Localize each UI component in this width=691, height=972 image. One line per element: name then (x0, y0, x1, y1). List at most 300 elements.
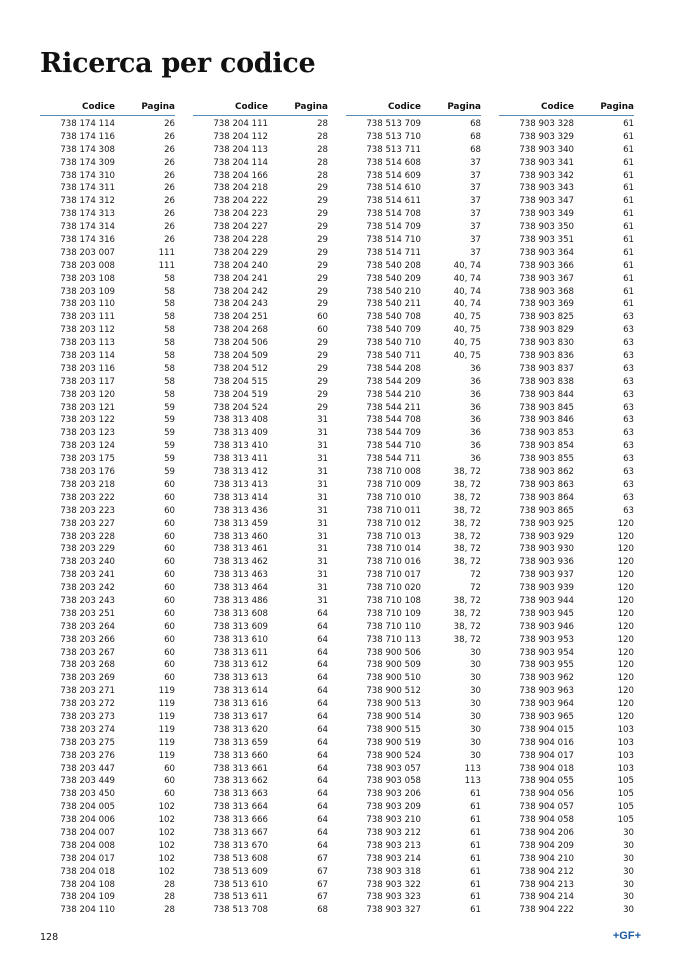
table-row (193, 904, 328, 917)
table-row (193, 711, 328, 724)
table-row (346, 221, 481, 234)
product-code: 738 710 009 (366, 479, 421, 490)
page-reference: 30 (623, 853, 634, 864)
product-code: 738 203 110 (60, 299, 115, 310)
table-row (40, 569, 175, 582)
page-reference: 29 (317, 286, 328, 297)
product-code: 738 904 209 (519, 840, 574, 851)
table-row (499, 234, 634, 247)
table-row (499, 621, 634, 634)
table-row (346, 827, 481, 840)
product-code: 738 903 837 (519, 363, 574, 374)
table-row (499, 311, 634, 324)
page-reference: 29 (317, 376, 328, 387)
product-code: 738 313 662 (213, 776, 268, 787)
product-code: 738 904 055 (519, 776, 574, 787)
product-code: 738 313 611 (213, 647, 268, 658)
table-row (346, 556, 481, 569)
product-code: 738 203 240 (60, 557, 115, 568)
page-reference: 60 (164, 673, 175, 684)
page-reference: 61 (623, 209, 634, 220)
product-code: 738 903 853 (519, 428, 574, 439)
page-reference: 103 (617, 750, 634, 761)
table-row (193, 827, 328, 840)
product-code: 738 903 318 (366, 866, 421, 877)
page-reference: 120 (617, 660, 634, 671)
product-code: 738 204 229 (213, 247, 268, 258)
product-code: 738 903 929 (519, 531, 574, 542)
product-code: 738 904 016 (519, 737, 574, 748)
product-code: 738 513 608 (213, 853, 268, 864)
page-reference: 26 (164, 222, 175, 233)
page-reference: 64 (317, 763, 328, 774)
page-reference: 28 (317, 170, 328, 181)
page-reference: 120 (617, 544, 634, 555)
product-code: 738 204 519 (213, 389, 268, 400)
table-row (346, 685, 481, 698)
page-reference: 64 (317, 647, 328, 658)
table-row (40, 595, 175, 608)
page-reference: 30 (623, 866, 634, 877)
page-reference: 31 (317, 479, 328, 490)
page-reference: 38, 72 (453, 492, 481, 503)
table-row (499, 737, 634, 750)
table-row (346, 698, 481, 711)
product-code: 738 313 436 (213, 505, 268, 516)
product-code: 738 513 710 (366, 131, 421, 142)
product-code: 738 900 513 (366, 699, 421, 710)
product-code: 738 204 005 (60, 802, 115, 813)
table-row (40, 608, 175, 621)
page-reference: 119 (158, 750, 175, 761)
product-code: 738 903 825 (519, 312, 574, 323)
product-code: 738 900 514 (366, 711, 421, 722)
product-code: 738 174 311 (60, 183, 115, 194)
product-code: 738 903 213 (366, 840, 421, 851)
product-code: 738 204 109 (60, 892, 115, 903)
product-code: 738 710 011 (366, 505, 421, 516)
page-reference: 40, 74 (453, 286, 481, 297)
column-rows (499, 118, 634, 917)
page-reference: 60 (317, 325, 328, 336)
product-code: 738 903 955 (519, 660, 574, 671)
page-reference: 29 (317, 196, 328, 207)
product-code: 738 904 213 (519, 879, 574, 890)
table-row (40, 286, 175, 299)
page-header: Pagina (141, 102, 175, 112)
page-reference: 40, 75 (453, 325, 481, 336)
table-row (193, 763, 328, 776)
product-code: 738 904 212 (519, 866, 574, 877)
table-row (193, 814, 328, 827)
code-header: Codice (388, 102, 421, 112)
page-reference: 61 (623, 260, 634, 271)
product-code: 738 540 208 (366, 260, 421, 271)
product-code: 738 313 409 (213, 428, 268, 439)
table-row (346, 672, 481, 685)
product-code: 738 544 711 (366, 454, 421, 465)
page-reference: 28 (317, 119, 328, 129)
page-reference: 30 (470, 737, 481, 748)
table-row (346, 157, 481, 170)
table-row (193, 685, 328, 698)
page-reference: 36 (470, 428, 481, 439)
product-code: 738 203 117 (60, 376, 115, 387)
page-reference: 120 (617, 673, 634, 684)
product-code: 738 900 524 (366, 750, 421, 761)
table-row (193, 531, 328, 544)
product-code: 738 313 612 (213, 660, 268, 671)
product-code: 738 313 461 (213, 544, 268, 555)
table-row (346, 311, 481, 324)
table-row (346, 647, 481, 660)
product-code: 738 203 271 (60, 686, 115, 697)
page-reference: 30 (623, 840, 634, 851)
table-row (499, 801, 634, 814)
page-reference: 68 (470, 131, 481, 142)
product-code: 738 174 114 (60, 119, 115, 129)
product-code: 738 900 506 (366, 647, 421, 658)
product-code: 738 203 218 (60, 479, 115, 490)
table-row (499, 866, 634, 879)
product-code: 738 174 309 (60, 157, 115, 168)
table-row (346, 582, 481, 595)
page-reference: 64 (317, 827, 328, 838)
page-reference: 36 (470, 389, 481, 400)
table-row (193, 840, 328, 853)
page-reference: 60 (164, 531, 175, 542)
table-row (193, 556, 328, 569)
table-row (40, 440, 175, 453)
page-reference: 61 (623, 144, 634, 155)
table-row (40, 879, 175, 892)
product-code: 738 710 110 (366, 621, 421, 632)
table-row (193, 144, 328, 157)
page-reference: 119 (158, 711, 175, 722)
page-reference: 105 (617, 789, 634, 800)
product-code: 738 544 710 (366, 441, 421, 452)
table-row (346, 814, 481, 827)
table-row (346, 131, 481, 144)
table-row (193, 311, 328, 324)
product-code: 738 903 862 (519, 467, 574, 478)
table-row (499, 414, 634, 427)
page-reference: 37 (470, 235, 481, 246)
table-row (193, 363, 328, 376)
page-reference: 120 (617, 583, 634, 594)
table-row (499, 904, 634, 917)
product-code: 738 903 965 (519, 711, 574, 722)
product-code: 738 900 515 (366, 724, 421, 735)
table-row (40, 221, 175, 234)
table-row (193, 737, 328, 750)
table-row (346, 634, 481, 647)
table-row (193, 634, 328, 647)
table-row (499, 595, 634, 608)
product-code: 738 903 964 (519, 699, 574, 710)
product-code: 738 710 020 (366, 583, 421, 594)
page-reference: 60 (164, 570, 175, 581)
table-row (193, 698, 328, 711)
product-code: 738 540 209 (366, 273, 421, 284)
table-row (499, 479, 634, 492)
product-code: 738 313 412 (213, 467, 268, 478)
table-row (499, 608, 634, 621)
table-row (346, 595, 481, 608)
product-code: 738 903 944 (519, 595, 574, 606)
product-code: 738 313 660 (213, 750, 268, 761)
page-reference: 63 (623, 325, 634, 336)
table-row (193, 505, 328, 518)
page-reference: 30 (470, 699, 481, 710)
product-code: 738 903 347 (519, 196, 574, 207)
page-reference: 30 (470, 750, 481, 761)
table-row (193, 647, 328, 660)
table-row (499, 273, 634, 286)
page-reference: 29 (317, 363, 328, 374)
product-code: 738 904 222 (519, 905, 574, 916)
table-row (40, 170, 175, 183)
product-code: 738 204 006 (60, 815, 115, 826)
product-code: 738 203 111 (60, 312, 115, 323)
page-reference: 64 (317, 699, 328, 710)
table-row (40, 634, 175, 647)
product-code: 738 313 608 (213, 608, 268, 619)
product-code: 738 313 659 (213, 737, 268, 748)
page-reference: 60 (164, 544, 175, 555)
product-code: 738 203 175 (60, 454, 115, 465)
table-row (346, 788, 481, 801)
product-code: 738 900 510 (366, 673, 421, 684)
table-row (499, 427, 634, 440)
page-reference: 63 (623, 338, 634, 349)
page-reference: 26 (164, 170, 175, 181)
page-reference: 38, 72 (453, 505, 481, 516)
page-reference: 61 (623, 247, 634, 258)
product-code: 738 204 506 (213, 338, 268, 349)
page-reference: 68 (470, 144, 481, 155)
table-row (40, 298, 175, 311)
table-row (40, 350, 175, 363)
table-row (499, 324, 634, 337)
page-reference: 38, 72 (453, 531, 481, 542)
page-reference: 28 (317, 157, 328, 168)
table-row (193, 298, 328, 311)
page-reference: 58 (164, 299, 175, 310)
table-row (40, 234, 175, 247)
table-row (40, 427, 175, 440)
page-reference: 36 (470, 402, 481, 413)
table-row (346, 543, 481, 556)
page-reference: 119 (158, 724, 175, 735)
page-reference: 26 (164, 144, 175, 155)
page-reference: 61 (470, 827, 481, 838)
page-reference: 58 (164, 351, 175, 362)
table-row (40, 801, 175, 814)
page-reference: 58 (164, 389, 175, 400)
page-reference: 64 (317, 840, 328, 851)
page-reference: 37 (470, 183, 481, 194)
table-row (499, 569, 634, 582)
product-code: 738 203 243 (60, 595, 115, 606)
product-code: 738 544 708 (366, 415, 421, 426)
page-reference: 26 (164, 131, 175, 142)
table-row (499, 208, 634, 221)
table-row (40, 698, 175, 711)
table-row (193, 157, 328, 170)
table-row (499, 647, 634, 660)
page-reference: 103 (617, 763, 634, 774)
code-header: Codice (235, 102, 268, 112)
product-code: 738 710 113 (366, 634, 421, 645)
page-reference: 38, 72 (453, 621, 481, 632)
table-row (346, 775, 481, 788)
product-code: 738 904 206 (519, 827, 574, 838)
column-header (40, 100, 175, 116)
table-row (346, 492, 481, 505)
product-code: 738 903 368 (519, 286, 574, 297)
page-reference: 120 (617, 595, 634, 606)
page-reference: 105 (617, 802, 634, 813)
index-column-3 (346, 100, 481, 917)
table-row (499, 556, 634, 569)
table-row (193, 260, 328, 273)
table-row (499, 247, 634, 260)
table-row (499, 879, 634, 892)
page-reference: 64 (317, 634, 328, 645)
page-reference: 113 (464, 763, 481, 774)
page-reference: 58 (164, 273, 175, 284)
table-row (499, 440, 634, 453)
product-code: 738 903 864 (519, 492, 574, 503)
table-row (193, 659, 328, 672)
table-row (193, 569, 328, 582)
table-row (499, 182, 634, 195)
product-code: 738 903 925 (519, 518, 574, 529)
page-reference: 64 (317, 621, 328, 632)
product-code: 738 203 008 (60, 260, 115, 271)
page-reference: 60 (164, 479, 175, 490)
page-reference: 60 (164, 660, 175, 671)
page-reference: 61 (470, 853, 481, 864)
page-reference: 61 (623, 235, 634, 246)
page-reference: 26 (164, 196, 175, 207)
product-code: 738 313 613 (213, 673, 268, 684)
product-code: 738 904 058 (519, 815, 574, 826)
product-code: 738 313 486 (213, 595, 268, 606)
page-reference: 26 (164, 183, 175, 194)
table-row (193, 427, 328, 440)
page-reference: 120 (617, 699, 634, 710)
product-code: 738 313 413 (213, 479, 268, 490)
table-row (346, 659, 481, 672)
table-row (346, 195, 481, 208)
table-row (499, 260, 634, 273)
page-reference: 102 (158, 853, 175, 864)
table-row (346, 879, 481, 892)
table-row (346, 247, 481, 260)
table-row (346, 286, 481, 299)
product-code: 738 900 509 (366, 660, 421, 671)
table-row (40, 904, 175, 917)
page-reference: 36 (470, 415, 481, 426)
table-row (346, 182, 481, 195)
product-code: 738 204 017 (60, 853, 115, 864)
product-code: 738 710 016 (366, 557, 421, 568)
table-row (346, 350, 481, 363)
product-code: 738 710 012 (366, 518, 421, 529)
page-reference: 61 (623, 157, 634, 168)
product-code: 738 204 110 (60, 905, 115, 916)
product-code: 738 513 709 (366, 119, 421, 129)
table-row (346, 427, 481, 440)
product-code: 738 203 267 (60, 647, 115, 658)
table-row (499, 763, 634, 776)
page-reference: 58 (164, 325, 175, 336)
product-code: 738 203 274 (60, 724, 115, 735)
table-row (346, 505, 481, 518)
page-reference: 103 (617, 724, 634, 735)
page-reference: 37 (470, 209, 481, 220)
product-code: 738 903 364 (519, 247, 574, 258)
page-reference: 40, 74 (453, 299, 481, 310)
product-code: 738 903 855 (519, 454, 574, 465)
table-row (193, 775, 328, 788)
table-row (193, 853, 328, 866)
table-row (346, 750, 481, 763)
page-reference: 102 (158, 815, 175, 826)
page-reference: 26 (164, 235, 175, 246)
table-row (346, 376, 481, 389)
product-code: 738 514 608 (366, 157, 421, 168)
table-row (40, 891, 175, 904)
product-code: 738 540 210 (366, 286, 421, 297)
table-row (193, 466, 328, 479)
table-row (346, 608, 481, 621)
product-code: 738 174 316 (60, 235, 115, 246)
table-row (346, 414, 481, 427)
table-row (346, 853, 481, 866)
page-reference: 29 (317, 273, 328, 284)
index-column-4 (499, 100, 634, 917)
page-reference: 40, 74 (453, 273, 481, 284)
product-code: 738 903 963 (519, 686, 574, 697)
page-reference: 60 (164, 492, 175, 503)
product-code: 738 203 109 (60, 286, 115, 297)
gf-logo: +GF+ (612, 930, 641, 942)
page-reference: 61 (470, 789, 481, 800)
product-code: 738 204 268 (213, 325, 268, 336)
product-code: 738 204 007 (60, 827, 115, 838)
product-code: 738 203 272 (60, 699, 115, 710)
table-row (499, 827, 634, 840)
product-code: 738 903 212 (366, 827, 421, 838)
page-reference: 31 (317, 544, 328, 555)
product-code: 738 313 666 (213, 815, 268, 826)
table-row (40, 337, 175, 350)
table-row (346, 440, 481, 453)
product-code: 738 204 228 (213, 235, 268, 246)
product-code: 738 903 342 (519, 170, 574, 181)
table-row (499, 634, 634, 647)
code-header: Codice (82, 102, 115, 112)
table-row (499, 195, 634, 208)
table-row (346, 518, 481, 531)
table-row (499, 144, 634, 157)
product-code: 738 203 124 (60, 441, 115, 452)
table-row (40, 376, 175, 389)
product-code: 738 514 709 (366, 222, 421, 233)
